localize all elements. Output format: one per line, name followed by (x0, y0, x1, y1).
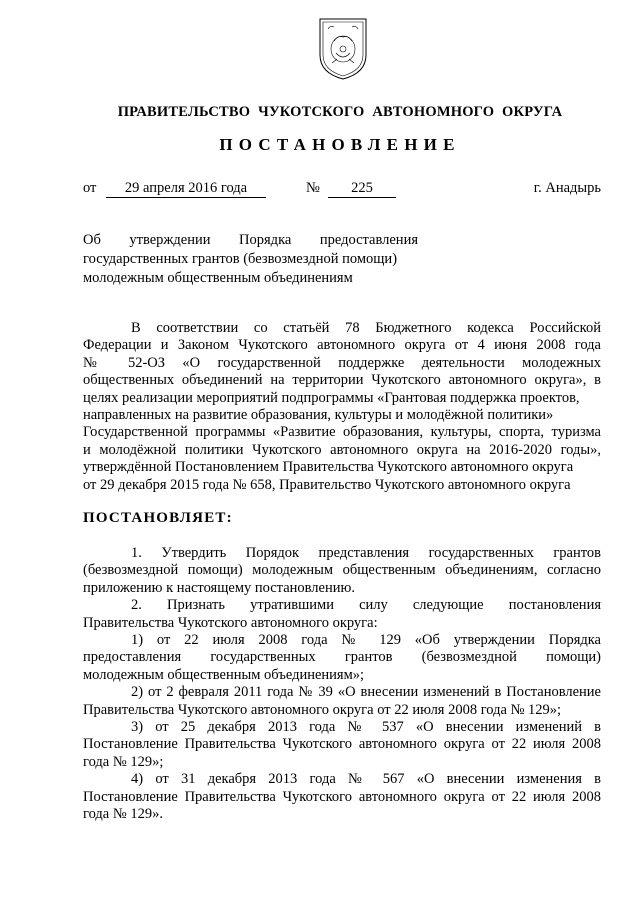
item-line: предоставления государственных грантов (безвозмездной помощи) (83, 649, 601, 666)
document-date: 29 апреля 2016 года (106, 180, 266, 198)
from-label: от (83, 180, 97, 196)
document-subject (83, 231, 418, 288)
coat-of-arms-icon (312, 15, 374, 81)
text-line: В соответствии со статьёй 78 Бюджетного кодекса Российской (131, 320, 601, 336)
item-line: приложению к настоящему постановлению. (83, 579, 355, 596)
text-line: целях реализации мероприятий подпрограммы «Грантовая поддержка проектов, (83, 389, 580, 406)
text-line: направленных на развитие образования, культуры и молодёжной политики» (83, 407, 554, 424)
item-line: Правительства Чукотского автономного округа от 22 июля 2008 года № 129»; (83, 701, 562, 718)
number-label: № (306, 180, 320, 196)
document-type: ПОСТАНОВЛЕНИЕ (219, 135, 461, 154)
item-line: 3) от 25 декабря 2013 года № 537 «О внесении изменений в (131, 719, 601, 736)
item-line: Постановление Правительства Чукотского автономного округа от 22 июля 2008 (83, 788, 601, 805)
item-line: 2. Признать утратившими силу следующие постановления (131, 597, 601, 614)
text-line: и молодёжной политики Чукотского автономного округа на 2016-2020 годы», (83, 441, 601, 458)
item-line: (безвозмездной помощи) молодежным общественным объединениям, согласно (83, 562, 601, 579)
text-line: общественных объединений на территории Чукотского автономного округа», в (83, 372, 601, 389)
item-line: Постановление Правительства Чукотского автономного округа от 22 июля 2008 (83, 736, 601, 753)
item-line: молодежным общественным объединениям»; (83, 666, 365, 683)
subject-line: государственных грантов (безвозмездной помощи) (83, 251, 398, 267)
text-line: от 29 декабря 2015 года № 658, Правительство Чукотского автономного округа (83, 476, 571, 493)
text-line: утверждённой Постановлением Правительства Чукотского автономного округа (83, 459, 574, 476)
document-number: 225 (328, 180, 396, 198)
item-line: года № 129»; (83, 753, 164, 770)
preamble-paragraph (83, 320, 601, 494)
government-title: ПРАВИТЕЛЬСТВО ЧУКОТСКОГО АВТОНОМНОГО ОКРУГА (117, 104, 563, 120)
item-line: 1. Утвердить Порядок представления государственных грантов (131, 545, 601, 561)
item-line: Правительства Чукотского автономного округа: (83, 614, 378, 631)
subject-line: Об утверждении Порядка предоставления (83, 232, 418, 248)
item-line: 4) от 31 декабря 2013 года № 567 «О внесении изменения в (131, 771, 601, 788)
item-line: года № 129». (83, 806, 163, 823)
resolves-heading: ПОСТАНОВЛЯЕТ: (83, 510, 233, 526)
item-line: 1) от 22 июля 2008 года № 129 «Об утверждении Порядка (131, 632, 601, 649)
text-line: Государственной программы «Развитие образования, культуры, спорта, туризма (83, 424, 601, 441)
text-line: Федерации и Законом Чукотского автономного округа от 4 июня 2008 года (83, 337, 601, 354)
text-line: № 52-ОЗ «О государственной поддержке деятельности молодежных (83, 354, 601, 371)
item-line: 2) от 2 февраля 2011 года № 39 «О внесении изменений в Постановление (131, 684, 601, 701)
resolution-items (83, 545, 601, 824)
city: г. Анадырь (533, 180, 601, 196)
subject-line: молодежным общественным объединениям (83, 270, 353, 286)
